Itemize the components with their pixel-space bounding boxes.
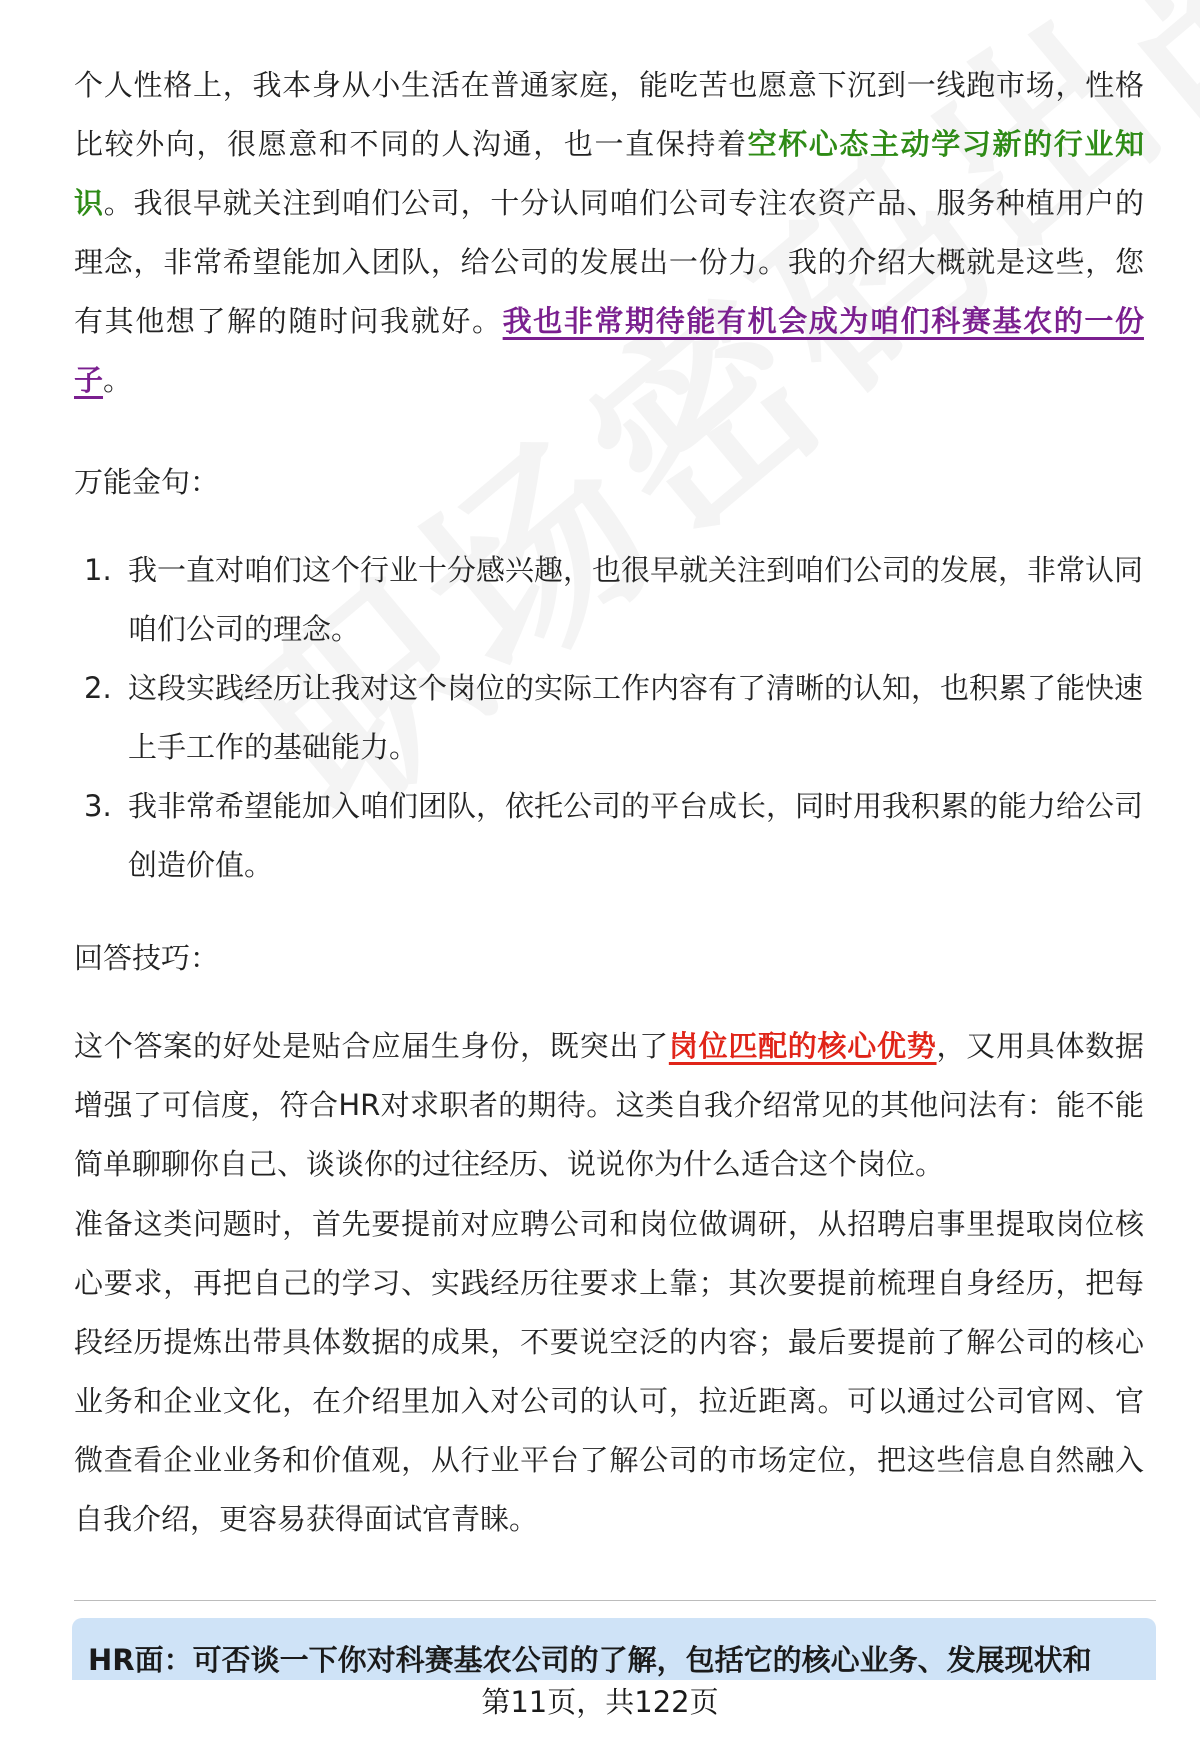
list-item [74, 659, 1144, 777]
tips-paragraph-1 [74, 1017, 1144, 1194]
highlight-green: 空杯心态主动学习新的行业知识 [74, 127, 1144, 220]
answer-tips-label: 回答技巧： [74, 941, 220, 975]
next-question-text: HR面：可否谈一下你对科赛基农公司的了解，包括它的核心业务、发展现状和 [88, 1643, 1092, 1677]
golden-sentences-list [74, 541, 1144, 895]
list-item-number: 2. [84, 671, 112, 705]
golden-sentences-label: 万能金句： [74, 465, 220, 499]
list-item-number: 3. [84, 789, 112, 823]
intro-text-b: 。我很早就关注到咱们公司，十分认同咱们公司专注农资产品、服务种植用户的理念，非常希望能加入团队，给公司的发展出一份力。我的介绍大概就是这些，您有其他想了解的随时问我就好。 [74, 186, 1144, 338]
section-divider [74, 1600, 1156, 1601]
tips-text-a: 这个答案的好处是贴合应届生身份，既突出了 [74, 1029, 669, 1063]
highlight-red: 岗位匹配的核心优势 [668, 1029, 937, 1063]
page-number: 第11页，共122页 [0, 1680, 1200, 1755]
list-item-text: 这段实践经历让我对这个岗位的实际工作内容有了清晰的认知，也积累了能快速上手工作的基础能力。 [128, 671, 1144, 764]
highlight-purple: 我也非常期待能有机会成为咱们科赛基农的一份子 [74, 304, 1144, 397]
list-item-text: 我一直对咱们这个行业十分感兴趣，也很早就关注到咱们公司的发展，非常认同咱们公司的理念。 [128, 553, 1144, 646]
list-item-text: 我非常希望能加入咱们团队，依托公司的平台成长，同时用我积累的能力给公司创造价值。 [128, 789, 1144, 882]
tips-paragraph-2: 准备这类问题时，首先要提前对应聘公司和岗位做调研，从招聘启事里提取岗位核心要求，再把自己的学习、实践经历往要求上靠；其次要提前梳理自身经历，把每段经历提炼出带具体数据的成果，不要说空泛的内容；最后要提前了解公司的核心业务和企业文化，在介绍里加入对公司的认可，拉近距离。可以通过公司官网、官微查看企业业务和价值观，从行业平台了解公司的市场定位，把这些信息自然融入自我介绍，更容易获得面试官青睐。 [74, 1207, 1144, 1536]
next-question-box [72, 1618, 1156, 1688]
list-item-number: 1. [84, 553, 112, 587]
tips-text-b: ，又用具体数据增强了可信度，符合HR对求职者的期待。这类自我介绍常见的其他问法有：能不能简单聊聊你自己、谈谈你的过往经历、说说你为什么适合这个岗位。 [74, 1029, 1144, 1181]
intro-text-c: 。 [103, 363, 133, 397]
list-item [74, 541, 1144, 659]
intro-text-a: 个人性格上，我本身从小生活在普通家庭，能吃苦也愿意下沉到一线跑市场，性格比较外向，很愿意和不同的人沟通，也一直保持着 [74, 68, 1144, 161]
intro-paragraph [74, 56, 1144, 410]
list-item [74, 777, 1144, 895]
